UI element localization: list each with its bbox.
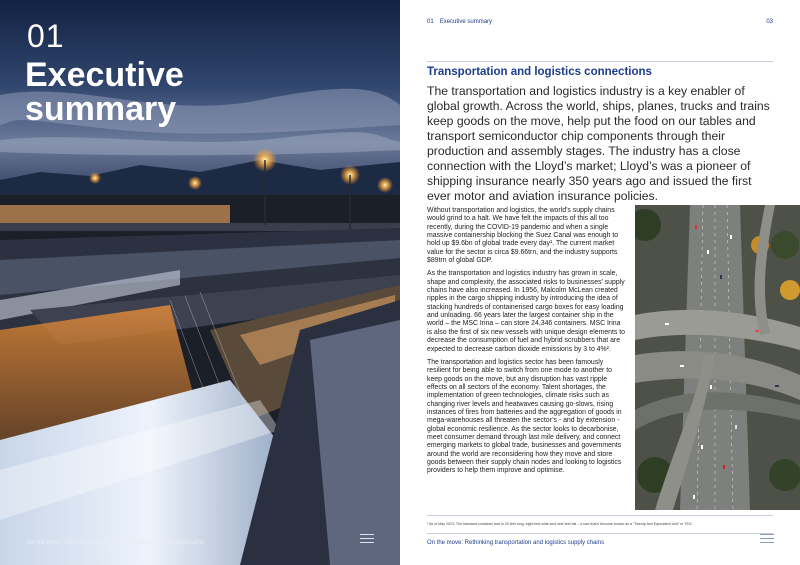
body-paragraph: Without transportation and logistics, the world’s supply chains would grind to a halt. We have felt the impacts of this all too recently, during the COVID-19 pandemic and when a single massive containership blocking the Suez Canal was enough to hold up $9.6bn of global trade every day¹. The current market value for the sector is circa $9.66trn, and the industry supports $89trn of global GDP. (427, 207, 619, 265)
body-text (427, 207, 626, 481)
chapter-title: Executive summary (25, 56, 184, 128)
lead-paragraph: The transportation and logistics industry is a key enabler of global growth. Across the world, ships, planes, trucks and trains keep goods on the move, help put the food on our tables and transport semiconductor chip components through their production and assembly stages. The industry has a close connection with the Lloyd’s market; Lloyd’s was a pioneer of shipping insurance nearly 350 years ago and issued the first ever motor and aviation insurance policies. (427, 84, 770, 203)
body-paragraph: As the transportation and logistics industry has grown in scale, shape and complexity, the associated risks to businesses’ supply chains have also increased. In 1956, Malcolm McLean created ripples in the cargo shipping industry by introducing the idea of stacking hundreds of containerised cargo boxes for easy loading and unloading. 66 years later the largest container ship in the world – the MSC Irina – can store 24,346 containers. MSC Irina is also the first of six new vessels with unique design elements to decrease the consumption of fuel and hybrid scrubbers that are expected to decrease carbon dioxide emissions by 3 to 4%². (427, 270, 626, 353)
body-paragraph: The transportation and logistics sector has been famously resilient for being able to switch from one mode to another to keep goods on the move, but any disruption has vast ripple effects on all sectors of the economy. Talent shortages, the implementation of green technologies, climate risks such as changing river levels and heatwaves causing go-slows, rising instances of fires from batteries and the aggregation of goods in mega-warehouses all threaten the sector’s - and by extension - global economic resilience. As the sector looks to decarbonise, meet consumer demand through last mile delivery, and connect emerging markets to global trade, businesses and governments around the world are reconsidering how they move and store goods between their supply chain nodes and looking to logistics providers to help them improve and optimise. (427, 358, 622, 475)
chapter-number: 01 (27, 18, 65, 54)
footer-rule (427, 533, 773, 534)
section-heading: Transportation and logistics connections (427, 66, 652, 78)
footnote-rule (427, 515, 773, 516)
footnote: ¹ As of May 2023. The standard container size is 20 feet long, eight feet wide and nine feet tall – a size that’s become known as a “Twenty-foot Equivalent Unit” or TEU. (427, 522, 693, 526)
left-footer: On the move: Rethinking transportation and logistics supply chains (27, 540, 205, 546)
menu-icon[interactable] (360, 534, 374, 543)
header-rule (427, 61, 773, 62)
right-page (400, 0, 800, 565)
right-footer: On the move: Rethinking transportation and logistics supply chains (427, 540, 605, 546)
running-head-number: 01 (427, 19, 434, 25)
running-head-section: Executive summary (439, 19, 493, 25)
page-number: 03 (766, 19, 773, 25)
running-head (427, 19, 498, 25)
highway-interchange-photo (635, 205, 800, 510)
menu-icon[interactable] (760, 534, 774, 543)
